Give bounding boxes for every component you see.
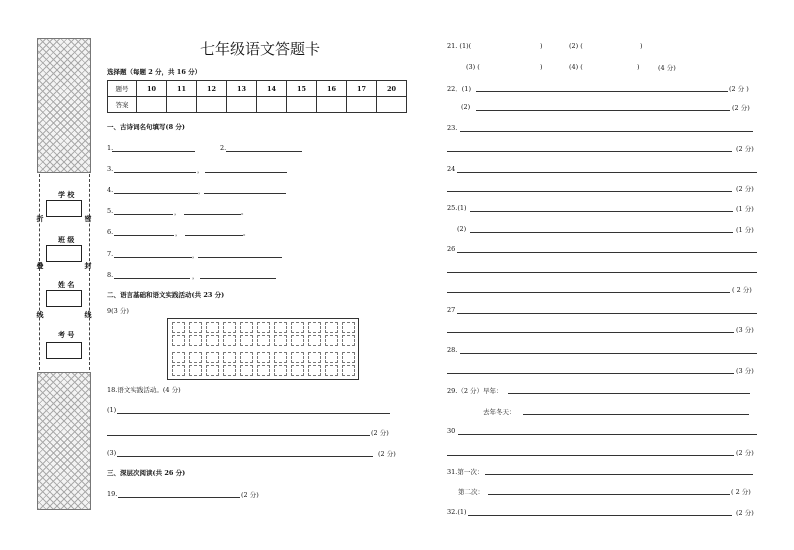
- table-cell: 20: [377, 81, 407, 97]
- answer-line[interactable]: [107, 435, 370, 436]
- grid-cell: [291, 365, 304, 376]
- answer-line[interactable]: [185, 235, 243, 236]
- exam-number-label: 考 号: [58, 330, 75, 339]
- score: (2 分 ): [729, 85, 749, 93]
- grid-cell: [240, 335, 253, 346]
- answer-line[interactable]: [447, 292, 730, 293]
- q26-label: 26: [447, 245, 456, 253]
- answer-line[interactable]: [508, 393, 750, 394]
- vertical-char-seal: 封: [84, 261, 92, 270]
- q25-1-label: 25.(1): [447, 204, 467, 212]
- grid-cell: [342, 335, 355, 346]
- q2-label: 2.: [220, 144, 227, 152]
- q29-label: 29.（2 分）早年：: [447, 387, 503, 395]
- grid-cell: [257, 352, 270, 363]
- grid-cell: [172, 335, 185, 346]
- grid-cell: [206, 365, 219, 376]
- q3-label: 3.: [107, 165, 114, 173]
- table-cell: 题号: [108, 81, 137, 97]
- q31-2-label: 第二次：: [458, 488, 484, 496]
- answer-line[interactable]: [457, 252, 757, 253]
- grid-cell: [308, 352, 321, 363]
- section-1-heading: 一、古诗词名句填写(8 分): [107, 123, 185, 131]
- answer-line[interactable]: [114, 214, 173, 215]
- comma: ，: [174, 208, 181, 216]
- grid-cell: [240, 322, 253, 333]
- answer-line[interactable]: [447, 455, 734, 456]
- q21-row2-b: ): [540, 63, 543, 71]
- answer-line[interactable]: [114, 257, 192, 258]
- school-label: 学 校: [58, 190, 75, 199]
- answer-line[interactable]: [523, 414, 749, 415]
- answer-cell[interactable]: [167, 97, 197, 113]
- q21-row1-b: ): [540, 42, 543, 50]
- answer-cell[interactable]: [227, 97, 257, 113]
- q22-1-label: 22．(1): [447, 85, 471, 93]
- answer-cell[interactable]: [257, 97, 287, 113]
- score: (1 分): [736, 226, 754, 234]
- grid-cell: [325, 322, 338, 333]
- answer-line[interactable]: [118, 497, 240, 498]
- table-cell: 16: [317, 81, 347, 97]
- q21-row2-c: (4) (: [569, 63, 583, 71]
- answer-line[interactable]: [117, 456, 373, 457]
- comma: ，: [192, 272, 199, 280]
- grid-cell: [223, 352, 236, 363]
- hatched-band-bottom: [37, 372, 91, 510]
- fold-line-left: [39, 174, 40, 370]
- grid-cell: [172, 365, 185, 376]
- vertical-char-fold: 叠: [36, 261, 44, 270]
- grid-cell: [274, 365, 287, 376]
- answer-cell[interactable]: [197, 97, 227, 113]
- answer-line[interactable]: [114, 235, 174, 236]
- q9-label: 9(3 分): [107, 307, 129, 315]
- q22-2-label: (2): [461, 103, 471, 111]
- table-cell: 10: [137, 81, 167, 97]
- table-row: [108, 81, 407, 97]
- q30-label: 30: [447, 427, 456, 435]
- q4-label: 4.: [107, 186, 114, 194]
- grid-cell: [206, 335, 219, 346]
- q18-1-label: (1): [107, 406, 117, 414]
- vertical-char-fold: 折: [36, 214, 44, 223]
- q31-1-label: 31.第一次：: [447, 468, 484, 476]
- section-3-heading: 三、深层次阅读(共 26 分): [107, 469, 186, 477]
- hatched-band-top: [37, 38, 91, 173]
- score: (2 分): [378, 450, 396, 458]
- answer-line[interactable]: [447, 191, 732, 192]
- score: (3 分): [736, 367, 754, 375]
- answer-line[interactable]: [114, 193, 198, 194]
- answer-line[interactable]: [204, 193, 286, 194]
- answer-line[interactable]: [460, 131, 753, 132]
- answer-line[interactable]: [447, 151, 732, 152]
- grid-cell: [189, 352, 202, 363]
- name-field[interactable]: [46, 290, 82, 307]
- grid-cell: [325, 365, 338, 376]
- table-cell: 14: [257, 81, 287, 97]
- table-cell: 11: [167, 81, 197, 97]
- answer-line[interactable]: [457, 313, 757, 314]
- grid-cell: [291, 335, 304, 346]
- q29-b-label: 去年冬天：: [483, 408, 516, 416]
- answer-line[interactable]: [485, 474, 753, 475]
- grid-cell: [189, 365, 202, 376]
- q21-row2-d: ): [637, 63, 640, 71]
- answer-cell[interactable]: [347, 97, 377, 113]
- grid-cell: [189, 322, 202, 333]
- answer-line[interactable]: [114, 278, 190, 279]
- score: ( 2 分): [732, 286, 752, 294]
- grid-cell: [308, 365, 321, 376]
- answer-line[interactable]: [447, 373, 734, 374]
- score: (2 分): [736, 145, 754, 153]
- grid-cell: [206, 322, 219, 333]
- grid-cell: [257, 335, 270, 346]
- grid-cell: [189, 335, 202, 346]
- q21-row1-c: (2) (: [569, 42, 583, 50]
- answer-line[interactable]: [198, 257, 282, 258]
- score: ( 2 分): [731, 488, 751, 496]
- vertical-char-seal: 线: [84, 310, 92, 319]
- section-2-heading: 二、语言基础和语文实践活动(共 23 分): [107, 291, 225, 299]
- grid-cell: [325, 335, 338, 346]
- table-cell: 12: [197, 81, 227, 97]
- q21-score: (4 分): [658, 64, 676, 72]
- grid-cell: [291, 322, 304, 333]
- answer-line[interactable]: [447, 272, 757, 273]
- grid-cell: [223, 322, 236, 333]
- answer-table: [107, 80, 407, 113]
- q27-label: 27: [447, 306, 456, 314]
- answer-line[interactable]: [117, 413, 390, 414]
- score: (2 分): [736, 509, 754, 517]
- table-cell: 答案: [108, 97, 137, 113]
- answer-line[interactable]: [226, 151, 302, 152]
- q1-label: 1.: [107, 144, 114, 152]
- q25-2-label: (2): [457, 225, 467, 233]
- exam-number-field[interactable]: [46, 342, 82, 359]
- grid-cell: [257, 365, 270, 376]
- score: (2 分): [736, 185, 754, 193]
- answer-line[interactable]: [457, 172, 757, 173]
- q18-label: 18.语文实践活动。(4 分): [107, 386, 181, 394]
- grid-cell: [240, 365, 253, 376]
- grid-cell: [240, 352, 253, 363]
- answer-cell[interactable]: [377, 97, 407, 113]
- grid-cell: [325, 352, 338, 363]
- grid-cell: [223, 335, 236, 346]
- writing-grid[interactable]: [167, 318, 359, 380]
- answer-line[interactable]: [476, 91, 728, 92]
- q21-row1-a: 21. (1)(: [447, 42, 472, 50]
- grid-cell: [274, 335, 287, 346]
- answer-line[interactable]: [184, 214, 241, 215]
- answer-line[interactable]: [458, 434, 757, 435]
- q5-label: 5.: [107, 207, 114, 215]
- vertical-char-fold: 线: [36, 310, 44, 319]
- grid-cell: [342, 322, 355, 333]
- answer-cell[interactable]: [317, 97, 347, 113]
- grid-cell: [274, 352, 287, 363]
- school-field[interactable]: [46, 200, 82, 217]
- mc-heading: 选择题（每题 2 分，共 16 分）: [107, 68, 202, 76]
- answer-line[interactable]: [488, 494, 730, 495]
- answer-line[interactable]: [470, 232, 733, 233]
- comma: ，: [175, 229, 182, 237]
- page-title: 七年级语文答题卡: [200, 40, 321, 58]
- grid-row: [168, 349, 358, 378]
- grid-cell: [342, 365, 355, 376]
- score: (2 分): [736, 449, 754, 457]
- grid-cell: [257, 322, 270, 333]
- class-field[interactable]: [46, 245, 82, 262]
- grid-cell: [274, 322, 287, 333]
- grid-cell: [172, 322, 185, 333]
- answer-cell[interactable]: [137, 97, 167, 113]
- answer-line[interactable]: [470, 211, 733, 212]
- table-cell: 13: [227, 81, 257, 97]
- q8-label: 8.: [107, 271, 114, 279]
- table-row: [108, 97, 407, 113]
- score: (1 分): [736, 205, 754, 213]
- grid-cell: [291, 352, 304, 363]
- answer-line[interactable]: [205, 172, 287, 173]
- comma: ，: [198, 187, 205, 195]
- table-cell: 15: [287, 81, 317, 97]
- comma: ，: [197, 166, 204, 174]
- score: (3 分): [736, 326, 754, 334]
- class-label: 班 级: [58, 235, 75, 244]
- answer-line[interactable]: [112, 151, 195, 152]
- q21-row1-d: ): [640, 42, 643, 50]
- grid-cell: [206, 352, 219, 363]
- grid-cell: [342, 352, 355, 363]
- grid-cell: [308, 322, 321, 333]
- grid-row: [168, 319, 358, 348]
- period: 。: [243, 229, 250, 237]
- grid-cell: [223, 365, 236, 376]
- q6-label: 6.: [107, 228, 114, 236]
- q18-3-label: (3): [107, 449, 117, 457]
- q21-row2-a: (3) (: [466, 63, 480, 71]
- answer-line[interactable]: [200, 278, 276, 279]
- q28-label: 28.: [447, 346, 458, 354]
- q32-label: 32.(1): [447, 508, 467, 516]
- answer-line[interactable]: [468, 515, 732, 516]
- answer-line[interactable]: [476, 110, 730, 111]
- score: (2 分): [732, 104, 750, 112]
- fold-line-right: [89, 174, 90, 370]
- q19-label: 19.: [107, 490, 118, 498]
- grid-cell: [308, 335, 321, 346]
- answer-line[interactable]: [114, 172, 196, 173]
- grid-cell: [172, 352, 185, 363]
- answer-line[interactable]: [447, 332, 734, 333]
- answer-cell[interactable]: [287, 97, 317, 113]
- table-cell: 17: [347, 81, 377, 97]
- q24-label: 24: [447, 165, 456, 173]
- q7-label: 7.: [107, 250, 114, 258]
- score: (2 分): [371, 429, 389, 437]
- comma: ，: [192, 251, 199, 259]
- period: 。: [241, 208, 248, 216]
- score: (2 分): [241, 491, 259, 499]
- name-label: 姓 名: [58, 280, 75, 289]
- vertical-char-seal: 密: [84, 214, 92, 223]
- q23-label: 23.: [447, 124, 458, 132]
- answer-line[interactable]: [460, 353, 757, 354]
